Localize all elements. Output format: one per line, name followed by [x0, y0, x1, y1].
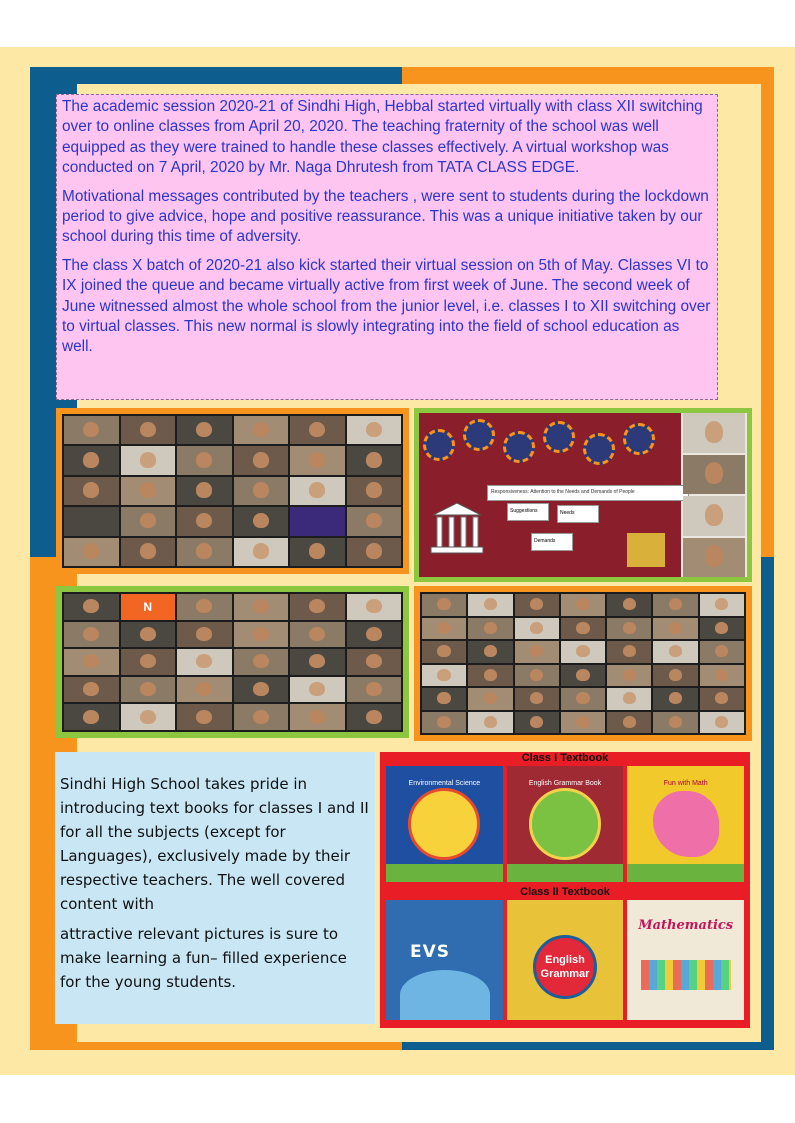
class2-books	[386, 900, 744, 1020]
textbook-paragraph-2: attractive relevant pictures is sure to make learning a fun– filled experience for the young students.	[60, 925, 347, 991]
class2-textbook-title: Class II Textbook	[520, 886, 610, 898]
lesson-card-needs: Needs	[557, 505, 599, 523]
lesson-card-demands: Demands	[531, 533, 573, 551]
online-lesson-slide-photo	[414, 408, 752, 582]
ballot-box-icon	[627, 533, 665, 567]
participant-avatar: N	[121, 594, 176, 620]
intro-paragraph-3: The class X batch of 2020-21 also kick started their virtual session on 5th of May. Classes VI to IX joined the queue and became virtually active from first week of June. The second week of June witnessed almost the whole school from the junior level, i.e. classes I to XII switching over to virtual classes. This new normal is slowly integrating into the field of school education as well.	[62, 256, 711, 356]
lesson-card-suggestions: Suggestions	[507, 503, 549, 521]
textbooks-collage	[380, 752, 750, 1028]
intro-paragraph-2: Motivational messages contributed by the teachers , were sent to students during the lockdown period to give advice, hope and positive reassurance. This was a unique initiative taken by our school during this time of adversity.	[62, 187, 709, 246]
book-evs: EVS	[386, 900, 503, 1020]
book-mathematics: Mathematics	[627, 900, 744, 1020]
online-class-photo-2	[56, 586, 409, 738]
book-english-grammar-class2: English Grammar	[507, 900, 624, 1020]
online-class-photo-1	[56, 408, 409, 574]
class1-textbook-title: Class I Textbook	[521, 752, 609, 764]
textbook-paragraph-1: Sindhi High School takes pride in introducing text books for classes I and II for all the subjects (except for Languages), exclusively made by their respective teachers. The well covered content with	[60, 775, 369, 913]
lesson-heading: Responsiveness: Attention to the Needs and Demands of People	[487, 485, 689, 501]
book-english-grammar-class1: English Grammar Book	[507, 766, 624, 882]
textbook-text-box	[55, 752, 375, 1024]
intro-paragraph-1: The academic session 2020-21 of Sindhi High, Hebbal started virtually with class XII switching over to online classes from April 20, 2020. The teaching fraternity of the school was well equipped as they were trained to handle these classes effectively. A virtual workshop was conducted on 7 April, 2020 by Mr. Naga Dhrutesh from TATA CLASS EDGE.	[62, 98, 703, 177]
class1-books	[386, 766, 744, 882]
book-environmental-science: Environmental Science	[386, 766, 503, 882]
online-class-photo-3	[414, 586, 752, 741]
book-fun-with-math: Fun with Math	[627, 766, 744, 882]
intro-text-box	[56, 94, 718, 400]
government-building-icon	[429, 501, 485, 557]
